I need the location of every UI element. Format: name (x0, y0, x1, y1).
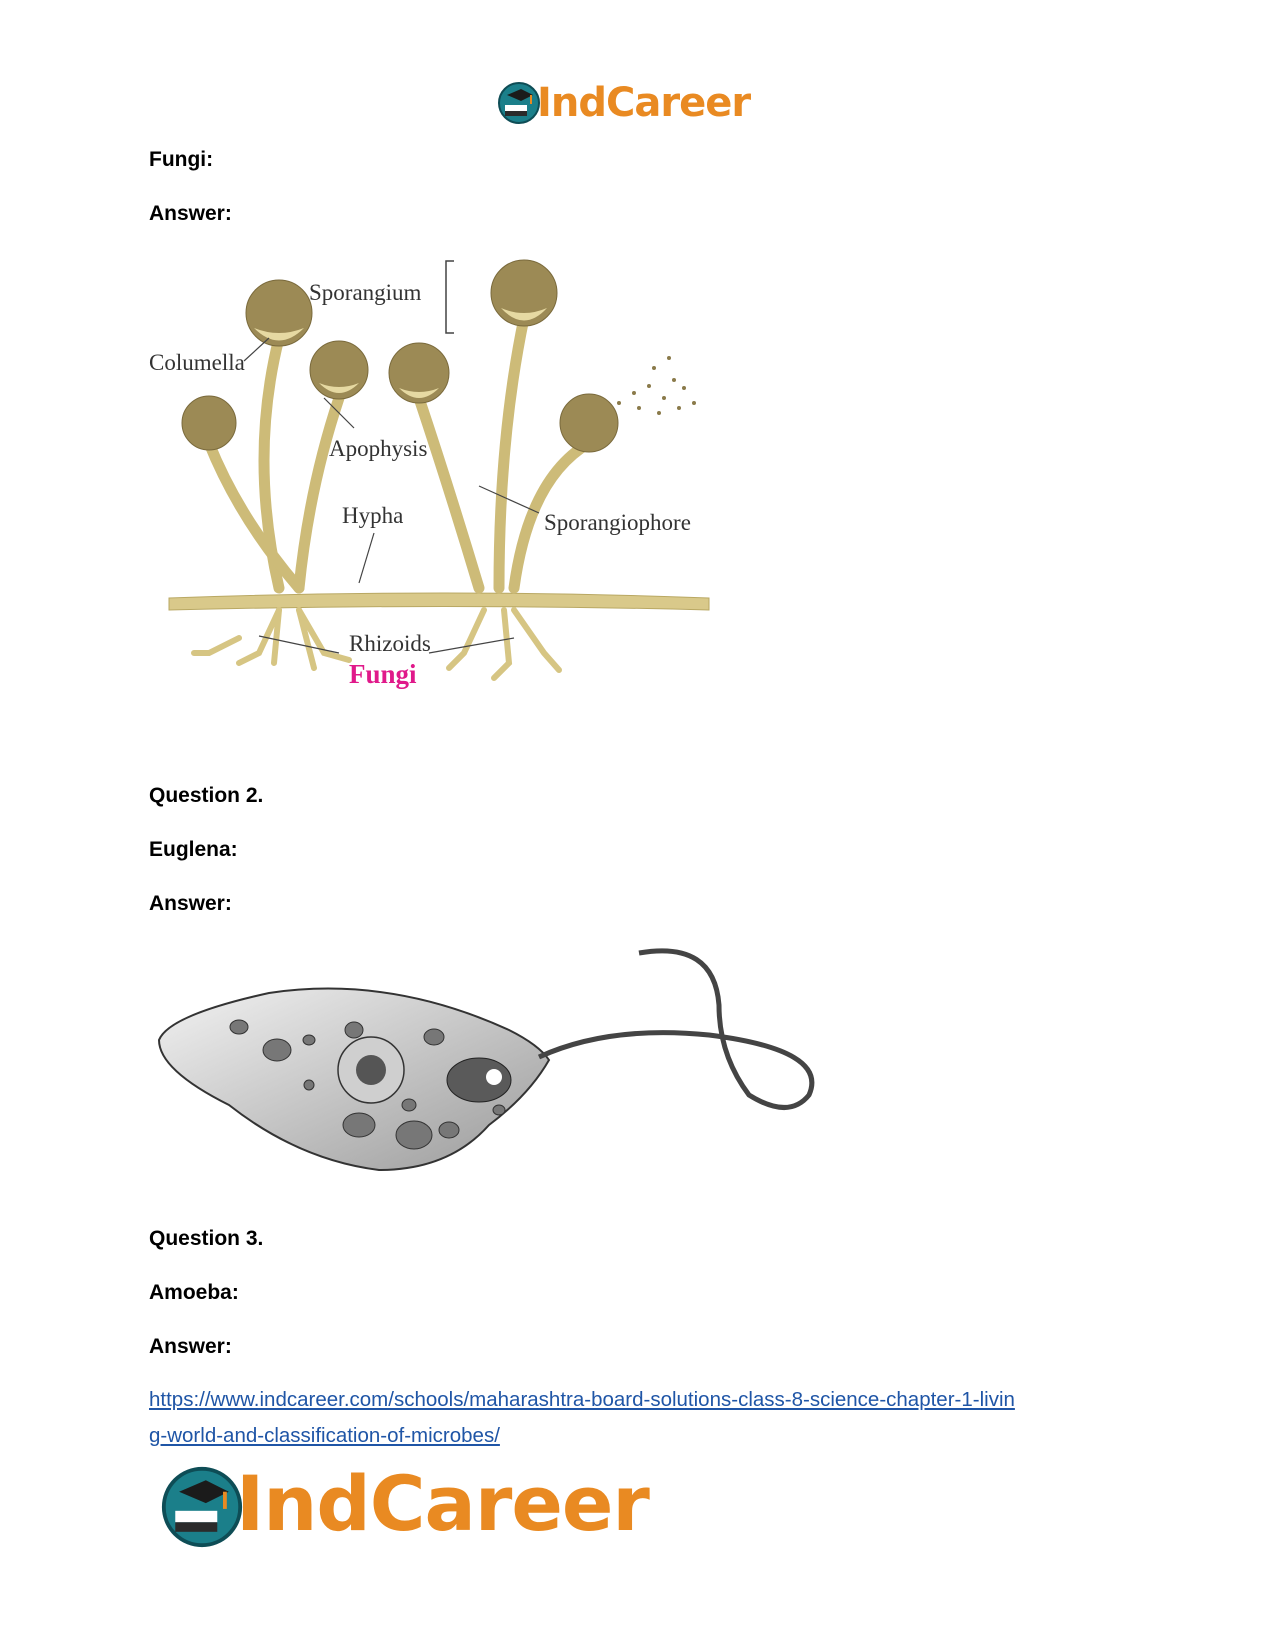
logo-globe-icon (497, 81, 541, 125)
fungi-diagram (149, 258, 739, 728)
euglena-answer-label: Answer: (149, 892, 232, 915)
label-columella: Columella (149, 350, 245, 375)
label-rhizoids: Rhizoids (349, 631, 431, 656)
fungi-answer-label: Answer: (149, 202, 232, 225)
header-logo-text: IndCareer (537, 80, 751, 126)
label-sporangiophore: Sporangiophore (544, 510, 691, 535)
euglena-diagram (149, 945, 829, 1180)
label-apophysis: Apophysis (329, 436, 428, 461)
source-link[interactable] (149, 1382, 1159, 1454)
header-logo (497, 78, 767, 128)
question-2-label: Question 2. (149, 784, 264, 807)
source-link-line-1[interactable]: https://www.indcareer.com/schools/maharashtra-board-solutions-class-8-science-chapter-1-livin (149, 1388, 1015, 1411)
source-link-line-2[interactable]: g-world-and-classification-of-microbes/ (149, 1424, 500, 1447)
euglena-title: Euglena: (149, 838, 238, 861)
fungi-title: Fungi: (149, 148, 214, 171)
label-fungi-caption: Fungi (349, 659, 417, 689)
amoeba-title: Amoeba: (149, 1281, 239, 1304)
footer-logo-globe-icon (160, 1465, 244, 1549)
question-3-label: Question 3. (149, 1227, 264, 1250)
euglena-flagellum (539, 951, 812, 1108)
footer-logo (160, 1459, 700, 1552)
amoeba-answer-label: Answer: (149, 1335, 232, 1358)
label-sporangium: Sporangium (309, 280, 422, 305)
footer-logo-text: IndCareer (236, 1459, 649, 1548)
hypha-shape (169, 593, 709, 610)
label-hypha: Hypha (342, 503, 404, 528)
